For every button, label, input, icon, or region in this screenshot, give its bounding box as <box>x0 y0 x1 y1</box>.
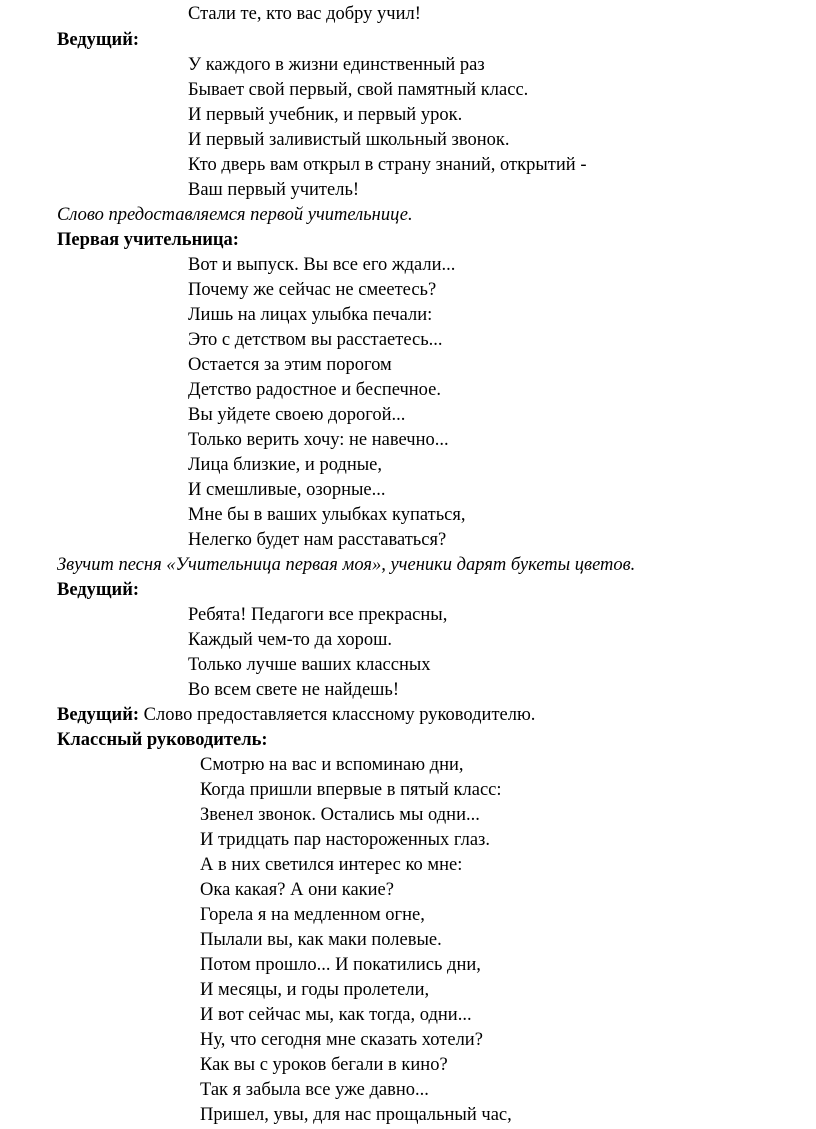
speaker-line <box>57 703 535 727</box>
poem-line: Потом прошло... И покатились дни, <box>200 955 481 975</box>
poem-line: Кто дверь вам открыл в страну знаний, открытий - <box>188 155 587 175</box>
poem-line: Звенел звонок. Остались мы одни... <box>200 805 480 825</box>
poem-line: Только верить хочу: не навечно... <box>188 430 449 450</box>
poem-line: Остается за этим порогом <box>188 355 392 375</box>
poem-line: У каждого в жизни единственный раз <box>188 55 485 75</box>
poem-line: Пришел, увы, для нас прощальный час, <box>200 1105 512 1125</box>
speaker-heading: Классный руководитель: <box>57 730 268 750</box>
speaker-heading: Ведущий: <box>57 580 140 600</box>
poem-line: Так я забыла все уже давно... <box>200 1080 429 1100</box>
stage-direction: Звучит песня «Учительница первая моя», ученики дарят букеты цветов. <box>57 555 636 575</box>
poem-line: Это с детством вы расстаетесь... <box>188 330 443 350</box>
poem-line: Детство радостное и беспечное. <box>188 380 441 400</box>
poem-line: И смешливые, озорные... <box>188 480 386 500</box>
poem-line: Смотрю на вас и вспоминаю дни, <box>200 755 464 775</box>
speaker-heading: Ведущий: <box>57 30 140 50</box>
poem-line: А в них светился интерес ко мне: <box>200 855 463 875</box>
poem-line: Ока какая? А они какие? <box>200 880 394 900</box>
poem-line: Бывает свой первый, свой памятный класс. <box>188 80 529 100</box>
poem-line: Только лучше ваших классных <box>188 655 431 675</box>
stage-direction: Слово предоставляемся первой учительнице. <box>57 205 413 225</box>
poem-line: Лишь на лицах улыбка печали: <box>188 305 433 325</box>
poem-line: И месяцы, и годы пролетели, <box>200 980 430 1000</box>
poem-line: Мне бы в ваших улыбках купаться, <box>188 505 466 525</box>
poem-line: Во всем свете не найдешь! <box>188 680 400 700</box>
poem-line: Стали те, кто вас добру учил! <box>188 4 421 24</box>
poem-line: И тридцать пар настороженных глаз. <box>200 830 490 850</box>
poem-line: Когда пришли впервые в пятый класс: <box>200 780 502 800</box>
poem-line: Нелегко будет нам расставаться? <box>188 530 447 550</box>
poem-line: И первый учебник, и первый урок. <box>188 105 463 125</box>
poem-line: Вот и выпуск. Вы все его ждали... <box>188 255 456 275</box>
poem-line: Почему же сейчас не смеетесь? <box>188 280 437 300</box>
speaker-text: Слово предоставляется классному руководителю. <box>139 705 536 725</box>
poem-line: Ну, что сегодня мне сказать хотели? <box>200 1030 483 1050</box>
poem-line: И вот сейчас мы, как тогда, одни... <box>200 1005 472 1025</box>
speaker-heading: Первая учительница: <box>57 230 239 250</box>
poem-line: Как вы с уроков бегали в кино? <box>200 1055 448 1075</box>
poem-line: И первый заливистый школьный звонок. <box>188 130 510 150</box>
poem-line: Ваш первый учитель! <box>188 180 360 200</box>
speaker-heading: Ведущий: <box>57 705 140 725</box>
poem-line: Пылали вы, как маки полевые. <box>200 930 442 950</box>
poem-line: Лица близкие, и родные, <box>188 455 382 475</box>
poem-line: Горела я на медленном огне, <box>200 905 425 925</box>
poem-line: Ребята! Педагоги все прекрасны, <box>188 605 448 625</box>
poem-line: Каждый чем-то да хорош. <box>188 630 392 650</box>
poem-line: Вы уйдете своею дорогой... <box>188 405 406 425</box>
